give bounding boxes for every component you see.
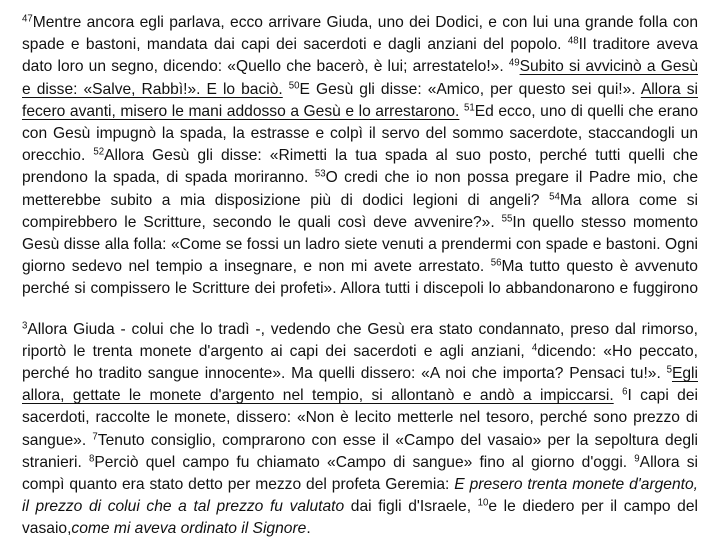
verse-number: 10 — [477, 497, 489, 509]
verse-text: dicendo: «Ho peccato, perché ho tradito sangue innocente». Ma quelli dissero: «A noi che importa? Pensaci tu!». — [22, 342, 698, 383]
verse-number: 4 — [531, 342, 538, 354]
verse-text: Ma allora come si compirebbero le Scritture, secondo le quali così deve avvenire?». — [22, 191, 698, 231]
verse-number: 55 — [501, 213, 513, 225]
underlined-verse-text: Allora si fecero avanti, misero le mani addosso a Gesù e lo arrestarono. — [22, 80, 698, 120]
verse-text: Tenuto consiglio, comprarono con esse il «Campo del vasaio» per la sepoltura degli stranieri. — [22, 431, 698, 471]
verse-number: 9 — [634, 453, 640, 465]
verse-number: 7 — [92, 431, 98, 443]
verse-number: 54 — [549, 191, 560, 203]
italic-quotation: E presero trenta monete d'argento, il prezzo di colui che a tal prezzo fu valutato — [22, 476, 698, 516]
verse-number: 50 — [288, 80, 300, 92]
verse-text: O credi che io non possa pregare il Padre mio, che metterebbe subito a mia disposizione più di dodici legioni di angeli? — [22, 169, 698, 209]
verse-text: Mentre ancora egli parlava, ecco arrivare Giuda, uno dei Dodici, e con lui una grande folla con spade e bastoni, mandata dai capi dei sacerdoti e dagli anziani del popolo. — [22, 14, 698, 54]
verse-number: 8 — [88, 453, 95, 465]
verse-text: Il traditore aveva dato loro un segno, dicendo: «Quello che bacerò, è lui; arrestatelo!». — [22, 36, 698, 76]
verse-number: 47 — [22, 13, 33, 25]
verse-text: Ma tutto questo è avvenuto perché si compissero le Scritture dei profeti». Allora tutti i discepoli lo abbandonarono e fuggirono — [22, 258, 698, 298]
verse-text: I capi dei sacerdoti, raccolte le monete, dissero: «Non è lecito metterle nel tesoro, perché sono prezzo di sangue». — [22, 387, 698, 449]
verse-number: 48 — [567, 35, 579, 47]
verse-number: 49 — [508, 58, 520, 70]
verse-text: In quello stesso momento Gesù disse alla folla: «Come se fossi un ladro siete venuti a prendermi con spade e bastoni. Ogni giorno sedevo nel tempio a insegnare, e non mi avete arrestato. — [22, 213, 698, 276]
verse-text: Perciò quel campo fu chiamato «Campo di sangue» fino al giorno d'oggi. — [94, 453, 635, 471]
verse-number: 5 — [666, 364, 672, 376]
verse-text: dai figli d'Israele, — [344, 498, 478, 516]
underlined-verse-text: Egli allora, gettate le monete d'argento nel tempio, si allontanò e andò a impiccarsi. — [22, 365, 698, 405]
verse-text: Allora Gesù gli disse: «Rimetti la tua spada al suo posto, perché tutti quelli che prendono la spada, di spada moriranno. — [22, 147, 699, 187]
passage-arrest — [22, 12, 698, 301]
verse-text: . — [306, 520, 311, 538]
verse-text: Ed ecco, uno di quelli che erano con Gesù impugnò la spada, la estrasse e colpì il servo del sommo sacerdote, staccandogli un orecchio. — [22, 102, 698, 165]
verse-text: Allora si compì quanto era stato detto per mezzo del profeta Geremia: — [22, 453, 698, 494]
passage-judas-remorse — [22, 319, 698, 541]
underlined-verse-text: Subito si avvicinò a Gesù e disse: «Salve, Rabbì!». E lo baciò. — [22, 58, 698, 98]
verse-text: Allora Giuda - colui che lo tradì -, vedendo che Gesù era stato condannato, preso dal rimorso, riportò le trenta monete d'argento ai capi dei sacerdoti e agli anziani, — [22, 320, 698, 360]
verse-text: E Gesù gli disse: «Amico, per questo sei qui!». — [299, 80, 641, 98]
verse-number: 51 — [463, 102, 475, 114]
verse-number: 53 — [314, 169, 326, 181]
italic-quotation: come mi aveva ordinato il Signore — [71, 520, 307, 538]
verse-text: e le diedero per il campo del vasaio, — [22, 498, 698, 538]
verse-number: 52 — [93, 146, 105, 158]
verse-number: 6 — [622, 386, 628, 398]
verse-number: 56 — [490, 257, 502, 269]
verse-number: 3 — [22, 320, 28, 332]
